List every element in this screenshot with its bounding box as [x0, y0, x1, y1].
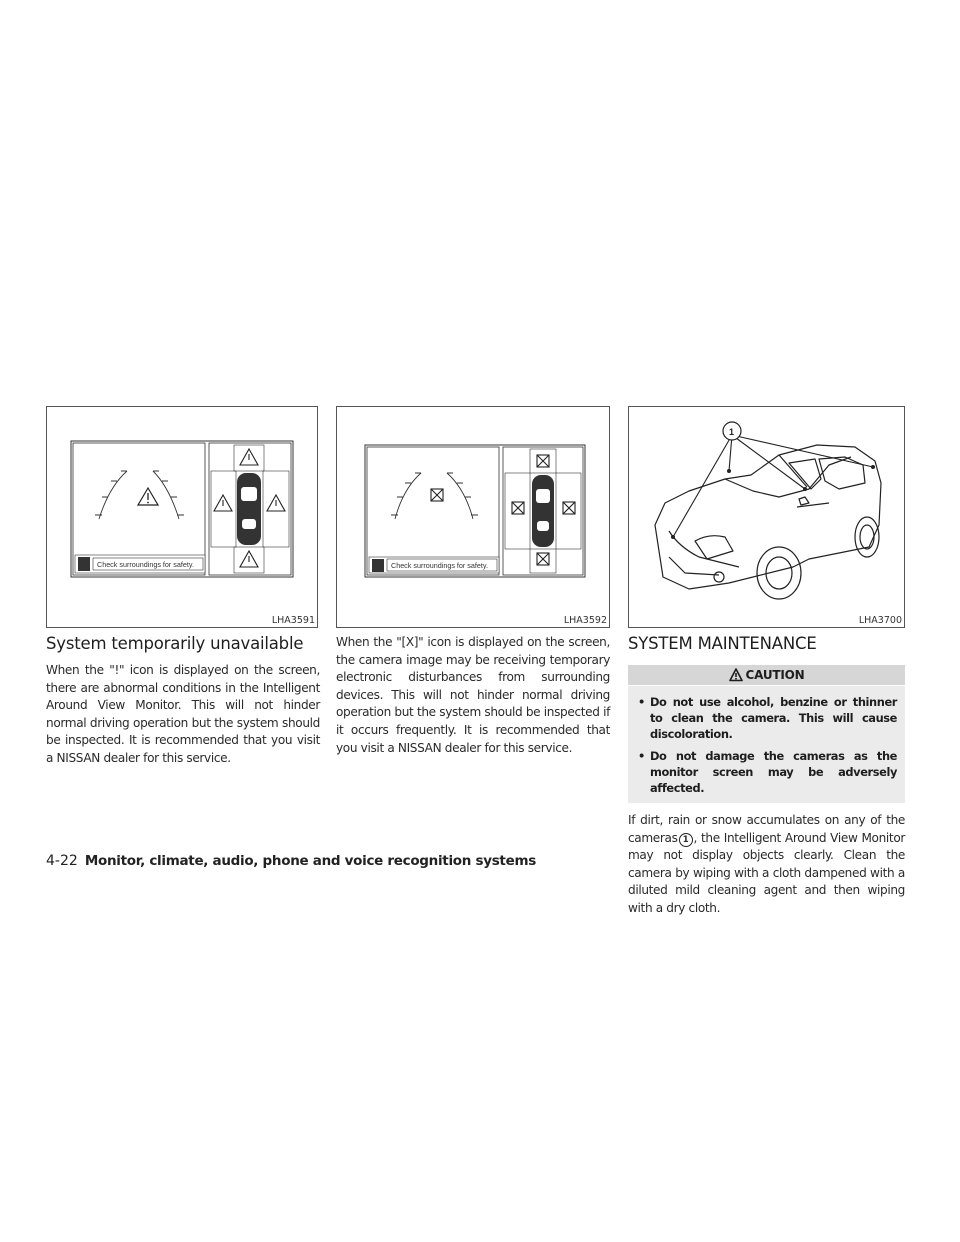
- caution-header: [628, 665, 905, 685]
- car-top-view-icon: [532, 475, 554, 547]
- monitor-warning-illustration: [47, 407, 317, 627]
- caution-item: • Do not damage the cameras as the monitor screen may be adversely affected.: [638, 749, 897, 795]
- screen-message: Check surroundings for safety.: [97, 560, 194, 569]
- bullet-icon: •: [638, 695, 645, 709]
- figure-code: LHA3592: [563, 615, 607, 626]
- section-heading: System temporarily unavailable: [46, 634, 304, 653]
- section-heading: SYSTEM MAINTENANCE: [628, 634, 817, 653]
- callout-number: 1: [729, 427, 735, 437]
- column-system-maintenance: [628, 634, 905, 918]
- figure-code: LHA3700: [858, 615, 902, 626]
- figure-electronic-disturbance: [336, 406, 610, 628]
- callout-lines: [673, 435, 873, 537]
- bullet-icon: •: [638, 749, 645, 763]
- callout-number-icon: 1: [679, 833, 693, 847]
- figure-vehicle-cameras: [628, 406, 905, 628]
- screen-message: Check surroundings for safety.: [391, 561, 488, 570]
- body-paragraph: When the "!" icon is displayed on the screen, there are abnormal conditions in the Intelligent Around View Monitor. This will not hinder normal driving operation but the system should be inspected. It is recommended that you visit a NISSAN dealer for this service.: [46, 663, 320, 765]
- warning-triangle-icon: [729, 668, 743, 682]
- chapter-title: Monitor, climate, audio, phone and voice recognition systems: [84, 853, 536, 869]
- figure-system-unavailable: [46, 406, 318, 628]
- body-paragraph: When the "[X]" icon is displayed on the screen, the camera image may be receiving temporary electronic disturbances from surrounding devices. This will not hinder normal driving operation but the system should be inspected if it occurs frequently. It is recommended that you visit a NISSAN dealer for this service.: [336, 635, 610, 755]
- body-paragraph: If dirt, rain or snow accumulates on any of the cameras 1 , the Intelligent Around View Monitor may not display objects clearly. Clean the camera by wiping with a cloth dampened with a diluted mild cleaning agent and then wiping with a dry cloth.: [628, 813, 905, 915]
- figure-code: LHA3591: [271, 615, 315, 626]
- column-system-unavailable: [46, 634, 320, 768]
- car-top-view-icon: [237, 473, 261, 545]
- warning-triangle-icon: [138, 488, 158, 505]
- caution-box: [628, 686, 905, 803]
- camera-location-icon: [671, 465, 875, 539]
- page-number: 4-22: [46, 853, 78, 869]
- caution-item: • Do not use alcohol, benzine or thinner to clean the camera. This will cause discoloration.: [638, 695, 897, 741]
- caution-label: CAUTION: [745, 668, 805, 682]
- vehicle-illustration: [629, 407, 904, 627]
- monitor-disturbance-illustration: [337, 407, 609, 627]
- column-disturbance: [336, 634, 610, 757]
- camera-error-icon: [431, 489, 443, 501]
- page-footer: [46, 850, 536, 869]
